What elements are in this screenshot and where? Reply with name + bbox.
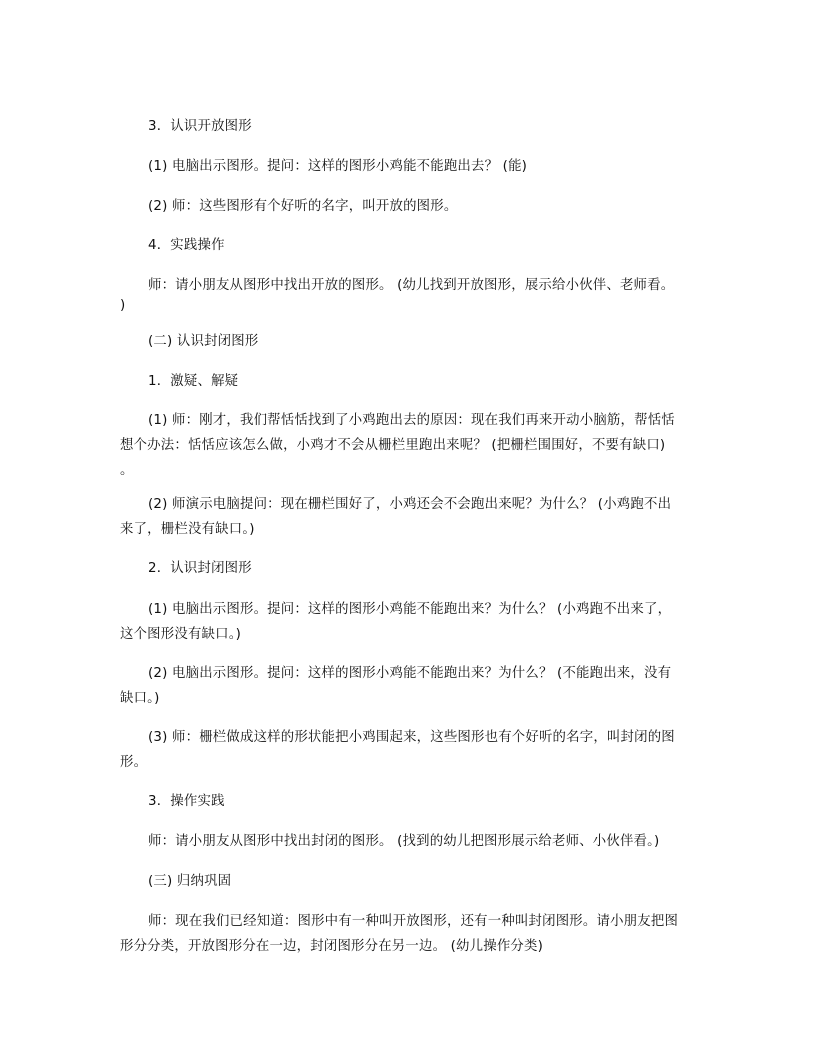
paragraph: 师：现在我们已经知道：图形中有一种叫开放图形，还有一种叫封闭图形。请小朋友把图 形分分类，开放图形分在一边，封闭图形分在另一边。 (幼儿操作分类) — [120, 914, 679, 954]
section-heading-closed-shapes: (二) 认识封闭图形 — [148, 334, 259, 349]
heading-closed-shapes: 2．认识封闭图形 — [148, 561, 252, 576]
paragraph: (2) 师：这些图形有个好听的名字，叫开放的图形。 — [148, 199, 458, 214]
paragraph: 师：请小朋友从图形中找出开放的图形。 (幼儿找到开放图形，展示给小伙伴、老师看。 ) — [120, 278, 675, 313]
heading-question-answer: 1．激疑、解疑 — [148, 374, 239, 389]
paragraph: (1) 电脑出示图形。提问：这样的图形小鸡能不能跑出去？ (能) — [148, 159, 528, 174]
section-heading-summary: (三) 归纳巩固 — [148, 874, 232, 889]
paragraph: 师：请小朋友从图形中找出封闭的图形。 (找到的幼儿把图形展示给老师、小伙伴看。) — [148, 834, 660, 849]
paragraph: (1) 师：刚才，我们帮恬恬找到了小鸡跑出去的原因：现在我们再来开动小脑筋，帮恬恬 想个办法：恬恬应该怎么做，小鸡才不会从栅栏里跑出来呢？ (把栅栏围围好，不要有缺口) 。 — [120, 413, 675, 478]
paragraph: (2) 师演示电脑提问：现在栅栏围好了，小鸡还会不会跑出来呢？为什么？ (小鸡跑不出 来了，栅栏没有缺口。) — [120, 497, 672, 537]
paragraph: (3) 师：栅栏做成这样的形状能把小鸡围起来，这些图形也有个好听的名字，叫封闭的图 形。 — [120, 730, 675, 770]
paragraph: (1) 电脑出示图形。提问：这样的图形小鸡能不能跑出来？为什么？ (小鸡跑不出来了， 这个图形没有缺口。) — [120, 602, 672, 642]
heading-open-shapes: 3．认识开放图形 — [148, 119, 252, 134]
paragraph: (2) 电脑出示图形。提问：这样的图形小鸡能不能跑出来？为什么？ (不能跑出来，没有 缺口。) — [120, 666, 672, 706]
heading-operation-practice: 3．操作实践 — [148, 794, 225, 809]
heading-practice: 4．实践操作 — [148, 238, 225, 253]
